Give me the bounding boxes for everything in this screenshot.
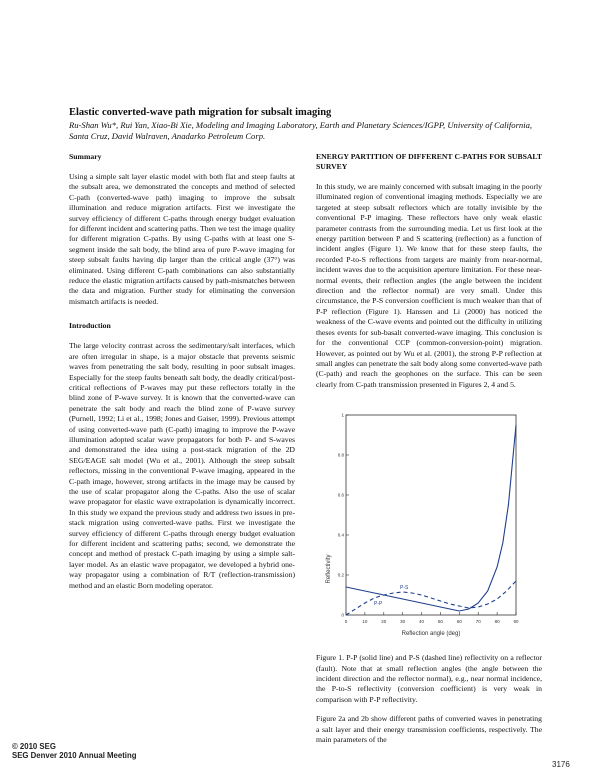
page-number: 3176 <box>552 760 570 769</box>
x-tick-label: 60 <box>456 619 462 625</box>
ps-annotation: P-S <box>400 585 409 592</box>
meeting-name: SEG Denver 2010 Annual Meeting <box>12 751 137 760</box>
y-tick-label: 0.6 <box>337 492 344 498</box>
introduction-paragraph: The large velocity contrast across the sedimentary/salt interfaces, which are often irregular in shape, is a major obstacle that prevents seismic waves from penetrating the salt body, resulting in poor subsalt images. Especially for the steep faults beneath salt body, the deadly critical/post-critical reflections of P-waves may put these reflectors totally in the blind zone of P-wave survey. It is known that the converted-wave can penetrate the salt body and reach the blind zone of P-wave survey (Purnell, 1992; Li et al., 1998; Jones and Gaiser, 1999). Previous attempt of using converted-wave path (C-path) imaging to improve the P-wave illumination adopted scalar wave propagators for both P- and S-waves and demonstrated the idea using a post-stack migration of the 2D SEG/EAGE salt model (Wu et al., 2001). Although the steep subsalt reflectors, missing in the conventional P-wave imaging, appeared in the C-path image, however, strong artifacts in the image may be caused by the use of scalar propagator along the C-paths. Also the use of scalar wave propagator for elastic wave extrapolation is dynamically incorrect. In this study we expand the previous study and address two issues in pre-stack migration using converted-wave paths. First we investigate the survey efficiency of different C-paths through energy budget evaluation for different incident and scattering paths; second, we demonstrate the concept and method of prestack C-path imaging by using a simple salt-layer model. As an elastic wave propagator, we developed a hybrid one-way propagator using a combination of R/T (reflection-transmission) method and an elastic Born modeling operator. <box>69 341 295 590</box>
x-tick-group <box>345 612 519 624</box>
copyright: © 2010 SEG <box>12 742 56 751</box>
pp-annotation: P-P <box>374 601 383 608</box>
y-tick-label: 0.4 <box>337 532 344 538</box>
x-tick-label: 10 <box>362 619 368 625</box>
y-tick-label: 0 <box>341 612 344 618</box>
x-axis-label: Reflection angle (deg) <box>401 631 461 638</box>
y-tick-label: 0.8 <box>337 452 344 458</box>
figure-1 <box>316 399 542 645</box>
figure-2-paragraph: Figure 2a and 2b show different paths of converted waves in penetrating a salt layer and their energy transmission coefficients, respectively. The main parameters of the <box>316 714 542 744</box>
x-tick-label: 30 <box>400 619 406 625</box>
x-tick-label: 40 <box>419 619 425 625</box>
x-tick-label: 70 <box>475 619 481 625</box>
summary-heading: Summary <box>69 152 102 161</box>
x-tick-label: 90 <box>513 619 519 625</box>
pp-reflectivity-line <box>346 425 516 611</box>
figure-1-caption: Figure 1. P-P (solid line) and P-S (dashed line) reflectivity on a reflector (fault). Note that at small reflection angles (the angle between the incident direction and the reflector normal), e.g., near normal incidence, the P-to-S reflectivity (conversion coefficient) is very weak in comparison with P-P reflectivity. <box>316 653 542 704</box>
left-column <box>69 152 295 600</box>
page-footer <box>12 742 137 760</box>
introduction-heading: Introduction <box>69 321 111 331</box>
author-affiliations: Ru-Shan Wu*, Rui Yan, Xiao-Bi Xie, Modeling and Imaging Laboratory, Earth and Planetary Sciences/IGPP, University of California, Santa Cruz, David Walraven, Anadarko Petroleum Corp. <box>69 120 533 141</box>
y-axis-label: Reflectivity <box>326 554 332 584</box>
paper-title: Elastic converted-wave path migration for subsalt imaging <box>69 107 332 118</box>
y-tick-label: 0.2 <box>337 572 344 578</box>
y-tick-label: 1 <box>341 412 344 418</box>
energy-partition-paragraph: In this study, we are mainly concerned with subsalt imaging in the poorly illuminated region of conventional imaging methods. Especially we are targeted at steep subsalt reflectors which are totally invisible by the conventional P-P imaging. These reflectors have only weak elastic parameter contrasts from the surrounding media. Let us first look at the energy partition between P and S scattering (reflection) as a function of incident angles (Figure 1). We know that for these steep faults, the recorded P-to-S reflections from targets are mainly from near-normal, incident waves due to the acquisition aperture limitation. For these near-normal events, their reflection angles (the angle between the incident direction and the reflector normal) are very small. Under this circumstance, the P-S conversion coefficient is much weaker than that of P-P reflection (Figure 1). Hanssen and Li (2000) has noticed the weakness of the C-wave events and pointed out the difficulty in utilizing theses events for sub-basalt converted-wave imaging. This conclusion is for the conventional CCP (common-conversion-point) migration. However, as pointed out by Wu et al. (2001), the strong P-P reflection at small angles can penetrate the salt body along some converted-wave path (C-path) and reach the geophones on the surface. This can be seen clearly from C-path transmission presented in Figures 2, 4 and 5. <box>316 182 542 389</box>
reflectivity-chart <box>316 399 542 645</box>
x-tick-label: 20 <box>381 619 387 625</box>
x-tick-label: 80 <box>494 619 500 625</box>
x-tick-label: 0 <box>344 619 348 625</box>
x-tick-label: 50 <box>437 619 443 625</box>
energy-partition-heading: ENERGY PARTITION OF DIFFERENT C-PATHS FOR SUBSALT SURVEY <box>316 152 542 171</box>
summary-paragraph: Using a simple salt layer elastic model with both flat and steep faults at the subsalt area, we demonstrated the concepts and method of selected C-path (converted-wave path) imaging to improve the subsalt illumination and reduce migration artifacts. First we investigate the survey efficiency of different C-paths through energy budget evaluation for different incident and scattering paths. Then we test the image quality for different migration C-paths. By using C-paths with at least one S-segment inside the salt body, the blind area of pure P-wave imaging for steep subsalt faults having dip larger than the critical angle (37°) was eliminated. Using different C-path combinations can also substantially reduce the elastic migration artifacts caused by path-mismatches between the data and migration. Further study for eliminating the conversion mismatch artifacts is needed. <box>69 172 295 306</box>
ps-reflectivity-line <box>346 581 516 615</box>
right-column <box>316 152 542 754</box>
